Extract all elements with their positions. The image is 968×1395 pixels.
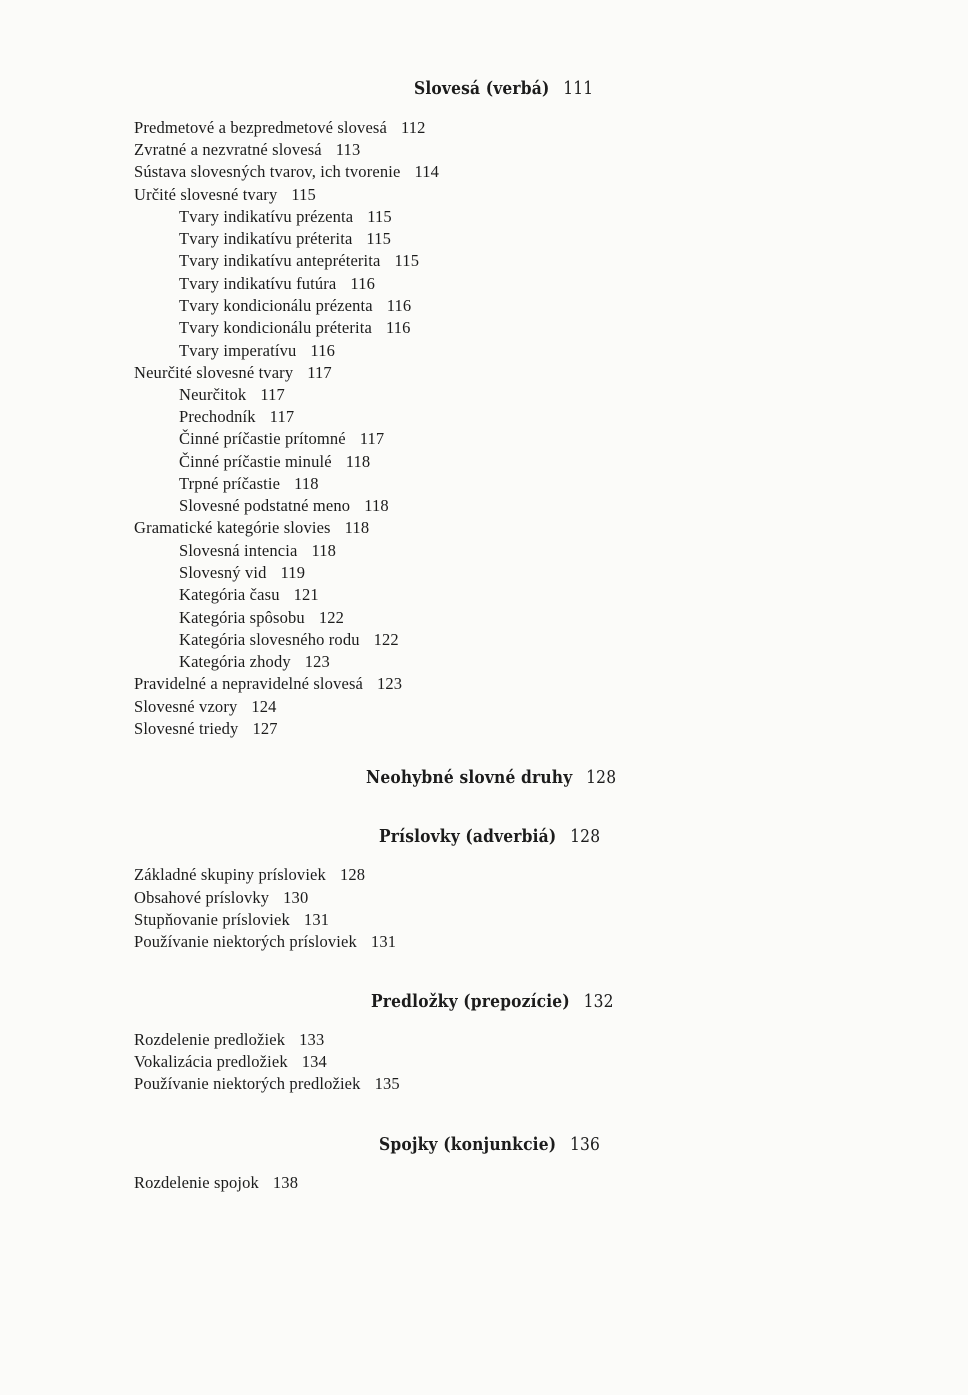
toc-entry bbox=[134, 518, 369, 538]
toc-entry bbox=[179, 318, 411, 338]
entry-text: Tvary kondicionálu prézenta bbox=[179, 296, 373, 315]
entry-page-number: 117 bbox=[269, 407, 295, 426]
entry-page-number: 131 bbox=[370, 932, 397, 951]
entry-page-number: 112 bbox=[400, 118, 426, 137]
entry-page-number: 115 bbox=[394, 251, 420, 270]
entry-page-number: 118 bbox=[364, 496, 389, 515]
toc-entry bbox=[134, 1074, 400, 1094]
section-page-number: 136 bbox=[570, 1134, 601, 1155]
toc-entry bbox=[134, 118, 426, 138]
toc-entry bbox=[179, 251, 419, 271]
toc-entry bbox=[134, 932, 396, 952]
entry-page-number: 118 bbox=[294, 474, 319, 493]
entry-page-number: 115 bbox=[367, 207, 392, 226]
section-title: Slovesá (verbá) bbox=[414, 78, 550, 99]
toc-entry bbox=[134, 140, 360, 160]
entry-text: Zvratné a nezvratné slovesá bbox=[134, 140, 322, 159]
entry-page-number: 117 bbox=[260, 385, 285, 404]
section-heading bbox=[379, 1134, 600, 1155]
entry-page-number: 114 bbox=[414, 162, 440, 181]
toc-entry bbox=[179, 452, 370, 472]
section-heading bbox=[371, 991, 614, 1012]
entry-page-number: 115 bbox=[291, 185, 316, 204]
entry-page-number: 119 bbox=[280, 563, 306, 582]
entry-page-number: 116 bbox=[386, 296, 412, 315]
entry-page-number: 124 bbox=[251, 697, 277, 716]
entry-text: Prechodník bbox=[179, 407, 256, 426]
entry-text: Kategória slovesného rodu bbox=[179, 630, 360, 649]
section-heading bbox=[414, 78, 593, 99]
entry-page-number: 116 bbox=[310, 341, 335, 360]
toc-entry bbox=[179, 407, 294, 427]
toc-entry bbox=[134, 363, 332, 383]
entry-text: Rozdelenie predložiek bbox=[134, 1030, 286, 1049]
entry-text: Tvary indikatívu antepréterita bbox=[179, 251, 381, 270]
entry-text: Tvary kondicionálu préterita bbox=[179, 318, 372, 337]
toc-entry bbox=[179, 608, 344, 628]
entry-text: Tvary indikatívu futúra bbox=[179, 274, 337, 293]
toc-entry bbox=[179, 274, 375, 294]
entry-text: Predmetové a bezpredmetové slovesá bbox=[134, 118, 387, 137]
toc-entry bbox=[179, 541, 336, 561]
entry-text: Neurčité slovesné tvary bbox=[134, 363, 294, 382]
entry-page-number: 123 bbox=[377, 674, 403, 693]
section-title: Neohybné slovné druhy bbox=[366, 767, 573, 788]
entry-text: Kategória zhody bbox=[179, 652, 291, 671]
section-page-number: 132 bbox=[583, 991, 614, 1012]
entry-page-number: 122 bbox=[373, 630, 399, 649]
entry-page-number: 115 bbox=[366, 229, 392, 248]
toc-entry bbox=[179, 630, 399, 650]
entry-page-number: 116 bbox=[385, 318, 411, 337]
entry-text: Činné príčastie prítomné bbox=[179, 429, 346, 448]
toc-entry bbox=[134, 1030, 324, 1050]
toc-entry bbox=[179, 429, 384, 449]
section-heading bbox=[379, 826, 600, 847]
toc-entry bbox=[134, 697, 277, 717]
toc-entry bbox=[134, 185, 316, 205]
entry-text: Vokalizácia predložiek bbox=[134, 1052, 288, 1071]
entry-page-number: 130 bbox=[283, 888, 309, 907]
entry-text: Trpné príčastie bbox=[179, 474, 281, 493]
entry-text: Tvary indikatívu prézenta bbox=[179, 207, 354, 226]
section-page-number: 111 bbox=[563, 78, 594, 99]
entry-page-number: 127 bbox=[252, 719, 278, 738]
toc-entry bbox=[179, 563, 305, 583]
entry-page-number: 123 bbox=[304, 652, 330, 671]
section-title: Spojky (konjunkcie) bbox=[379, 1134, 557, 1155]
toc-entry bbox=[134, 865, 365, 885]
entry-page-number: 128 bbox=[339, 865, 366, 884]
entry-page-number: 117 bbox=[307, 363, 332, 382]
entry-text: Určité slovesné tvary bbox=[134, 185, 278, 204]
entry-text: Obsahové príslovky bbox=[134, 888, 270, 907]
entry-page-number: 134 bbox=[301, 1052, 327, 1071]
entry-text: Slovesné podstatné meno bbox=[179, 496, 351, 515]
toc-entry bbox=[179, 496, 389, 516]
entry-page-number: 121 bbox=[293, 585, 319, 604]
entry-page-number: 118 bbox=[344, 518, 370, 537]
entry-page-number: 113 bbox=[335, 140, 361, 159]
entry-text: Neurčitok bbox=[179, 385, 247, 404]
entry-text: Používanie niektorých prísloviek bbox=[134, 932, 357, 951]
entry-text: Základné skupiny prísloviek bbox=[134, 865, 326, 884]
entry-text: Rozdelenie spojok bbox=[134, 1173, 259, 1192]
section-page-number: 128 bbox=[586, 767, 617, 788]
toc-entry bbox=[134, 674, 402, 694]
entry-page-number: 135 bbox=[374, 1074, 400, 1093]
toc-entry bbox=[134, 1052, 327, 1072]
section-page-number: 128 bbox=[570, 826, 601, 847]
entry-text: Kategória času bbox=[179, 585, 280, 604]
entry-page-number: 133 bbox=[299, 1030, 325, 1049]
entry-text: Tvary imperatívu bbox=[179, 341, 297, 360]
entry-page-number: 131 bbox=[303, 910, 330, 929]
entry-page-number: 118 bbox=[311, 541, 337, 560]
entry-page-number: 117 bbox=[359, 429, 385, 448]
entry-text: Kategória spôsobu bbox=[179, 608, 305, 627]
toc-entry bbox=[134, 1173, 298, 1193]
toc-entry bbox=[179, 229, 391, 249]
entry-text: Činné príčastie minulé bbox=[179, 452, 332, 471]
section-title: Príslovky (adverbiá) bbox=[379, 826, 557, 847]
toc-entry bbox=[179, 585, 319, 605]
entry-text: Slovesné triedy bbox=[134, 719, 239, 738]
entry-text: Tvary indikatívu préterita bbox=[179, 229, 353, 248]
entry-text: Slovesné vzory bbox=[134, 697, 238, 716]
entry-text: Sústava slovesných tvarov, ich tvorenie bbox=[134, 162, 401, 181]
entry-page-number: 118 bbox=[345, 452, 371, 471]
section-title: Predložky (prepozície) bbox=[371, 991, 570, 1012]
entry-page-number: 122 bbox=[318, 608, 345, 627]
toc-entry bbox=[179, 296, 411, 316]
entry-text: Gramatické kategórie slovies bbox=[134, 518, 331, 537]
toc-entry bbox=[134, 162, 439, 182]
entry-page-number: 138 bbox=[272, 1173, 299, 1192]
toc-entry bbox=[134, 719, 278, 739]
entry-page-number: 116 bbox=[350, 274, 375, 293]
toc-entry bbox=[134, 910, 329, 930]
toc-entry bbox=[179, 474, 319, 494]
toc-entry bbox=[134, 888, 308, 908]
toc-entry bbox=[179, 341, 335, 361]
toc-entry bbox=[179, 385, 285, 405]
entry-text: Slovesná intencia bbox=[179, 541, 298, 560]
toc-entry bbox=[179, 207, 392, 227]
toc-entry bbox=[179, 652, 330, 672]
entry-text: Stupňovanie prísloviek bbox=[134, 910, 290, 929]
entry-text: Slovesný vid bbox=[179, 563, 267, 582]
entry-text: Pravidelné a nepravidelné slovesá bbox=[134, 674, 363, 693]
entry-text: Používanie niektorých predložiek bbox=[134, 1074, 361, 1093]
section-heading bbox=[366, 767, 616, 788]
